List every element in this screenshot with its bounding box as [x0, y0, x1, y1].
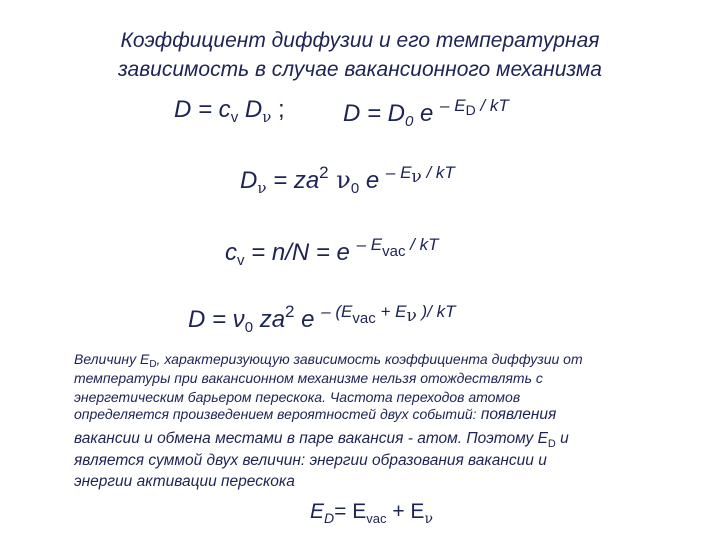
formula-jump-diffusion: [240, 163, 455, 197]
formula-arrhenius: [343, 96, 509, 130]
formula-diffusion-coefficient: [174, 96, 285, 126]
f1-mid: D: [238, 96, 263, 123]
formula-activation-energy-sum: [310, 500, 433, 527]
f1-sub-nu: ν: [262, 108, 272, 126]
f5-lhs: D = ν: [188, 306, 245, 333]
f5-exp-sub: vac: [352, 310, 376, 327]
formula-vacancy-concentration: [225, 235, 439, 269]
f2-exp-pre: – E: [440, 96, 466, 115]
p5-text-b: и: [555, 430, 569, 447]
f5-exp-mid: + E: [375, 302, 407, 321]
f1-sub-v: v: [230, 109, 239, 126]
f1-end: ;: [271, 96, 285, 123]
f3-exp-pre: – E: [385, 163, 412, 182]
p1-text-b: , характеризующую зависимость коэффициента диффузии от: [156, 351, 583, 367]
f3-exp-sub: ν: [411, 167, 422, 187]
ff-sub-nu: ν: [424, 511, 433, 527]
f2-e: e: [413, 100, 441, 127]
f2-exp-sub: D: [465, 102, 476, 118]
formula-combined-diffusion: [188, 302, 456, 336]
f2-sub-0: 0: [405, 113, 414, 130]
paragraph-line-2: температуры при вакансионном механизме нельзя отождествлять с: [74, 370, 543, 386]
f5-sup-2: 2: [285, 302, 295, 321]
p5-text-a: вакансии и обмена местами в паре вакансия - атом. Поэтому E: [74, 430, 548, 447]
ff-plus: + E: [386, 500, 425, 523]
f1-lhs: D = c: [174, 96, 231, 123]
ff-sub-vac: vac: [366, 511, 387, 526]
f5-exp-pre: – (E: [321, 302, 353, 321]
f2-lhs: D = D: [343, 100, 406, 127]
f5-sub-0: 0: [244, 319, 254, 336]
f5-e: e: [294, 306, 322, 333]
f3-e: e: [359, 167, 386, 194]
f4-exp-pre: – E: [356, 235, 383, 254]
p4-large-text: появления: [476, 406, 557, 423]
f3-mid: = za: [266, 167, 320, 194]
p5-sub-d: D: [547, 438, 556, 450]
f3-sup-2: 2: [319, 163, 329, 182]
f4-mid: = n/N = e: [244, 239, 357, 266]
f5-mid: za: [253, 306, 286, 333]
p4-small-text: определяется произведением вероятностей двух событий:: [74, 406, 477, 422]
f5-exp-sub2: ν: [406, 306, 417, 326]
f4-exp-post: / kT: [405, 235, 439, 254]
f4-lhs: c: [225, 239, 237, 266]
f2-exp-post: / kT: [475, 96, 509, 115]
f3-exp-post: / kT: [421, 163, 455, 182]
p1-text-a: Величину E: [74, 351, 150, 367]
f3-nu: ν: [328, 166, 351, 194]
f4-exp-sub: vac: [382, 243, 406, 260]
paragraph-line-6: является суммой двух величин: энергии образования вакансии и: [74, 452, 547, 469]
ff-eq: = E: [334, 500, 367, 523]
paragraph-line-4: [74, 405, 556, 425]
f4-sub-v: v: [237, 252, 245, 269]
slide-title-line1: Коэффициент диффузии и его температурная: [120, 29, 600, 52]
paragraph-line-3: энергетическим барьером перескока. Частота переходов атомов: [74, 389, 521, 405]
paragraph-line-7: энергии активации перескока: [74, 473, 295, 490]
f5-exp-post: )/ kT: [416, 302, 456, 321]
p1-sub-d: D: [149, 359, 157, 370]
slide-title-line2: зависимость в случае вакансионного механизма: [118, 58, 602, 81]
f3-sub-nu: ν: [257, 179, 267, 197]
ff-e1: E: [310, 500, 325, 523]
ff-sub-d: D: [324, 510, 335, 526]
f3-lhs: D: [240, 167, 258, 194]
f3-sub-0: 0: [350, 180, 360, 197]
